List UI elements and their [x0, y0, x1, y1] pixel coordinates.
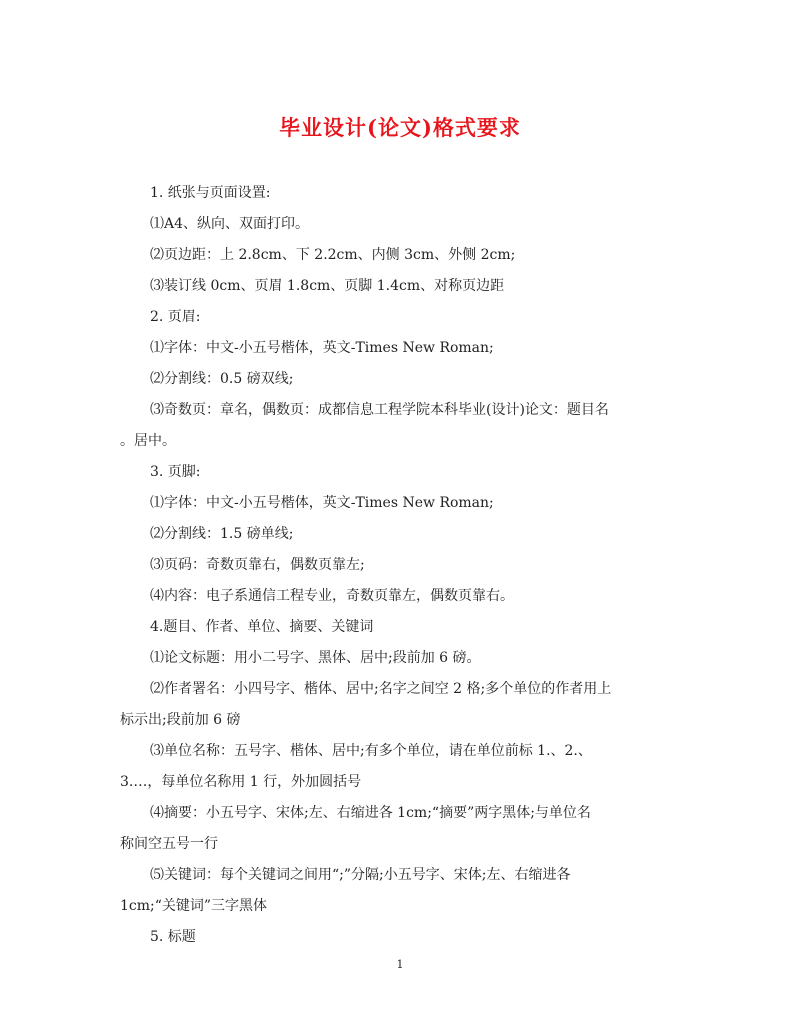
paragraph-line: ⑶单位名称：五号字、楷体、居中;有多个单位，请在单位前标 1.、2.、: [150, 743, 592, 759]
paragraph-line: ⑶装订线 0cm、页眉 1.8cm、页脚 1.4cm、对称页边距: [150, 278, 505, 294]
paragraph-line: 4.题目、作者、单位、摘要、关键词: [150, 619, 374, 635]
paragraph-line: 。居中。: [120, 433, 176, 449]
paragraph-line: ⑴字体：中文-小五号楷体，英文-Times New Roman;: [150, 495, 494, 511]
document-title: 毕业设计(论文)格式要求: [279, 115, 521, 140]
paragraph-line: ⑵作者署名：小四号字、楷体、居中;名字之间空 2 格;多个单位的作者用上: [150, 681, 612, 697]
paragraph-line: 5. 标题: [150, 929, 196, 945]
paragraph-line: ⑸关键词：每个关键词之间用“;”分隔;小五号字、宋体;左、右缩进各: [150, 867, 571, 883]
paragraph-line: ⑵分割线：0.5 磅双线;: [150, 371, 294, 387]
paragraph-line: ⑵页边距：上 2.8cm、下 2.2cm、内侧 3cm、外侧 2cm;: [150, 247, 516, 263]
paragraph-line: ⑴论文标题：用小二号字、黑体、居中;段前加 6 磅。: [150, 650, 481, 666]
paragraph-line: ⑶页码：奇数页靠右，偶数页靠左;: [150, 557, 365, 573]
paragraph-line: ⑵分割线：1.5 磅单线;: [150, 526, 294, 542]
paragraph-line: 1. 纸张与页面设置:: [150, 185, 271, 201]
paragraph-line: 称间空五号一行: [120, 836, 218, 852]
paragraph-line: 2. 页眉:: [150, 309, 201, 325]
paragraph-line: ⑴字体：中文-小五号楷体，英文-Times New Roman;: [150, 340, 494, 356]
paragraph-line: 3.…，每单位名称用 1 行，外加圆括号: [120, 774, 362, 790]
paragraph-line: ⑷摘要：小五号字、宋体;左、右缩进各 1cm;“摘要”两字黑体;与单位名: [150, 805, 591, 821]
paragraph-line: ⑶奇数页：章名，偶数页：成都信息工程学院本科毕业(设计)论文：题目名: [150, 402, 609, 418]
paragraph-line: 1cm;“关键词”三字黑体: [120, 898, 268, 914]
paragraph-line: 标示出;段前加 6 磅: [120, 712, 241, 728]
page-number: 1: [396, 958, 404, 971]
paragraph-line: 3. 页脚:: [150, 464, 201, 480]
paragraph-line: ⑷内容：电子系通信工程专业，奇数页靠左，偶数页靠右。: [150, 588, 514, 604]
document-body: [120, 178, 680, 953]
paragraph-line: ⑴A4、纵向、双面打印。: [150, 216, 310, 232]
